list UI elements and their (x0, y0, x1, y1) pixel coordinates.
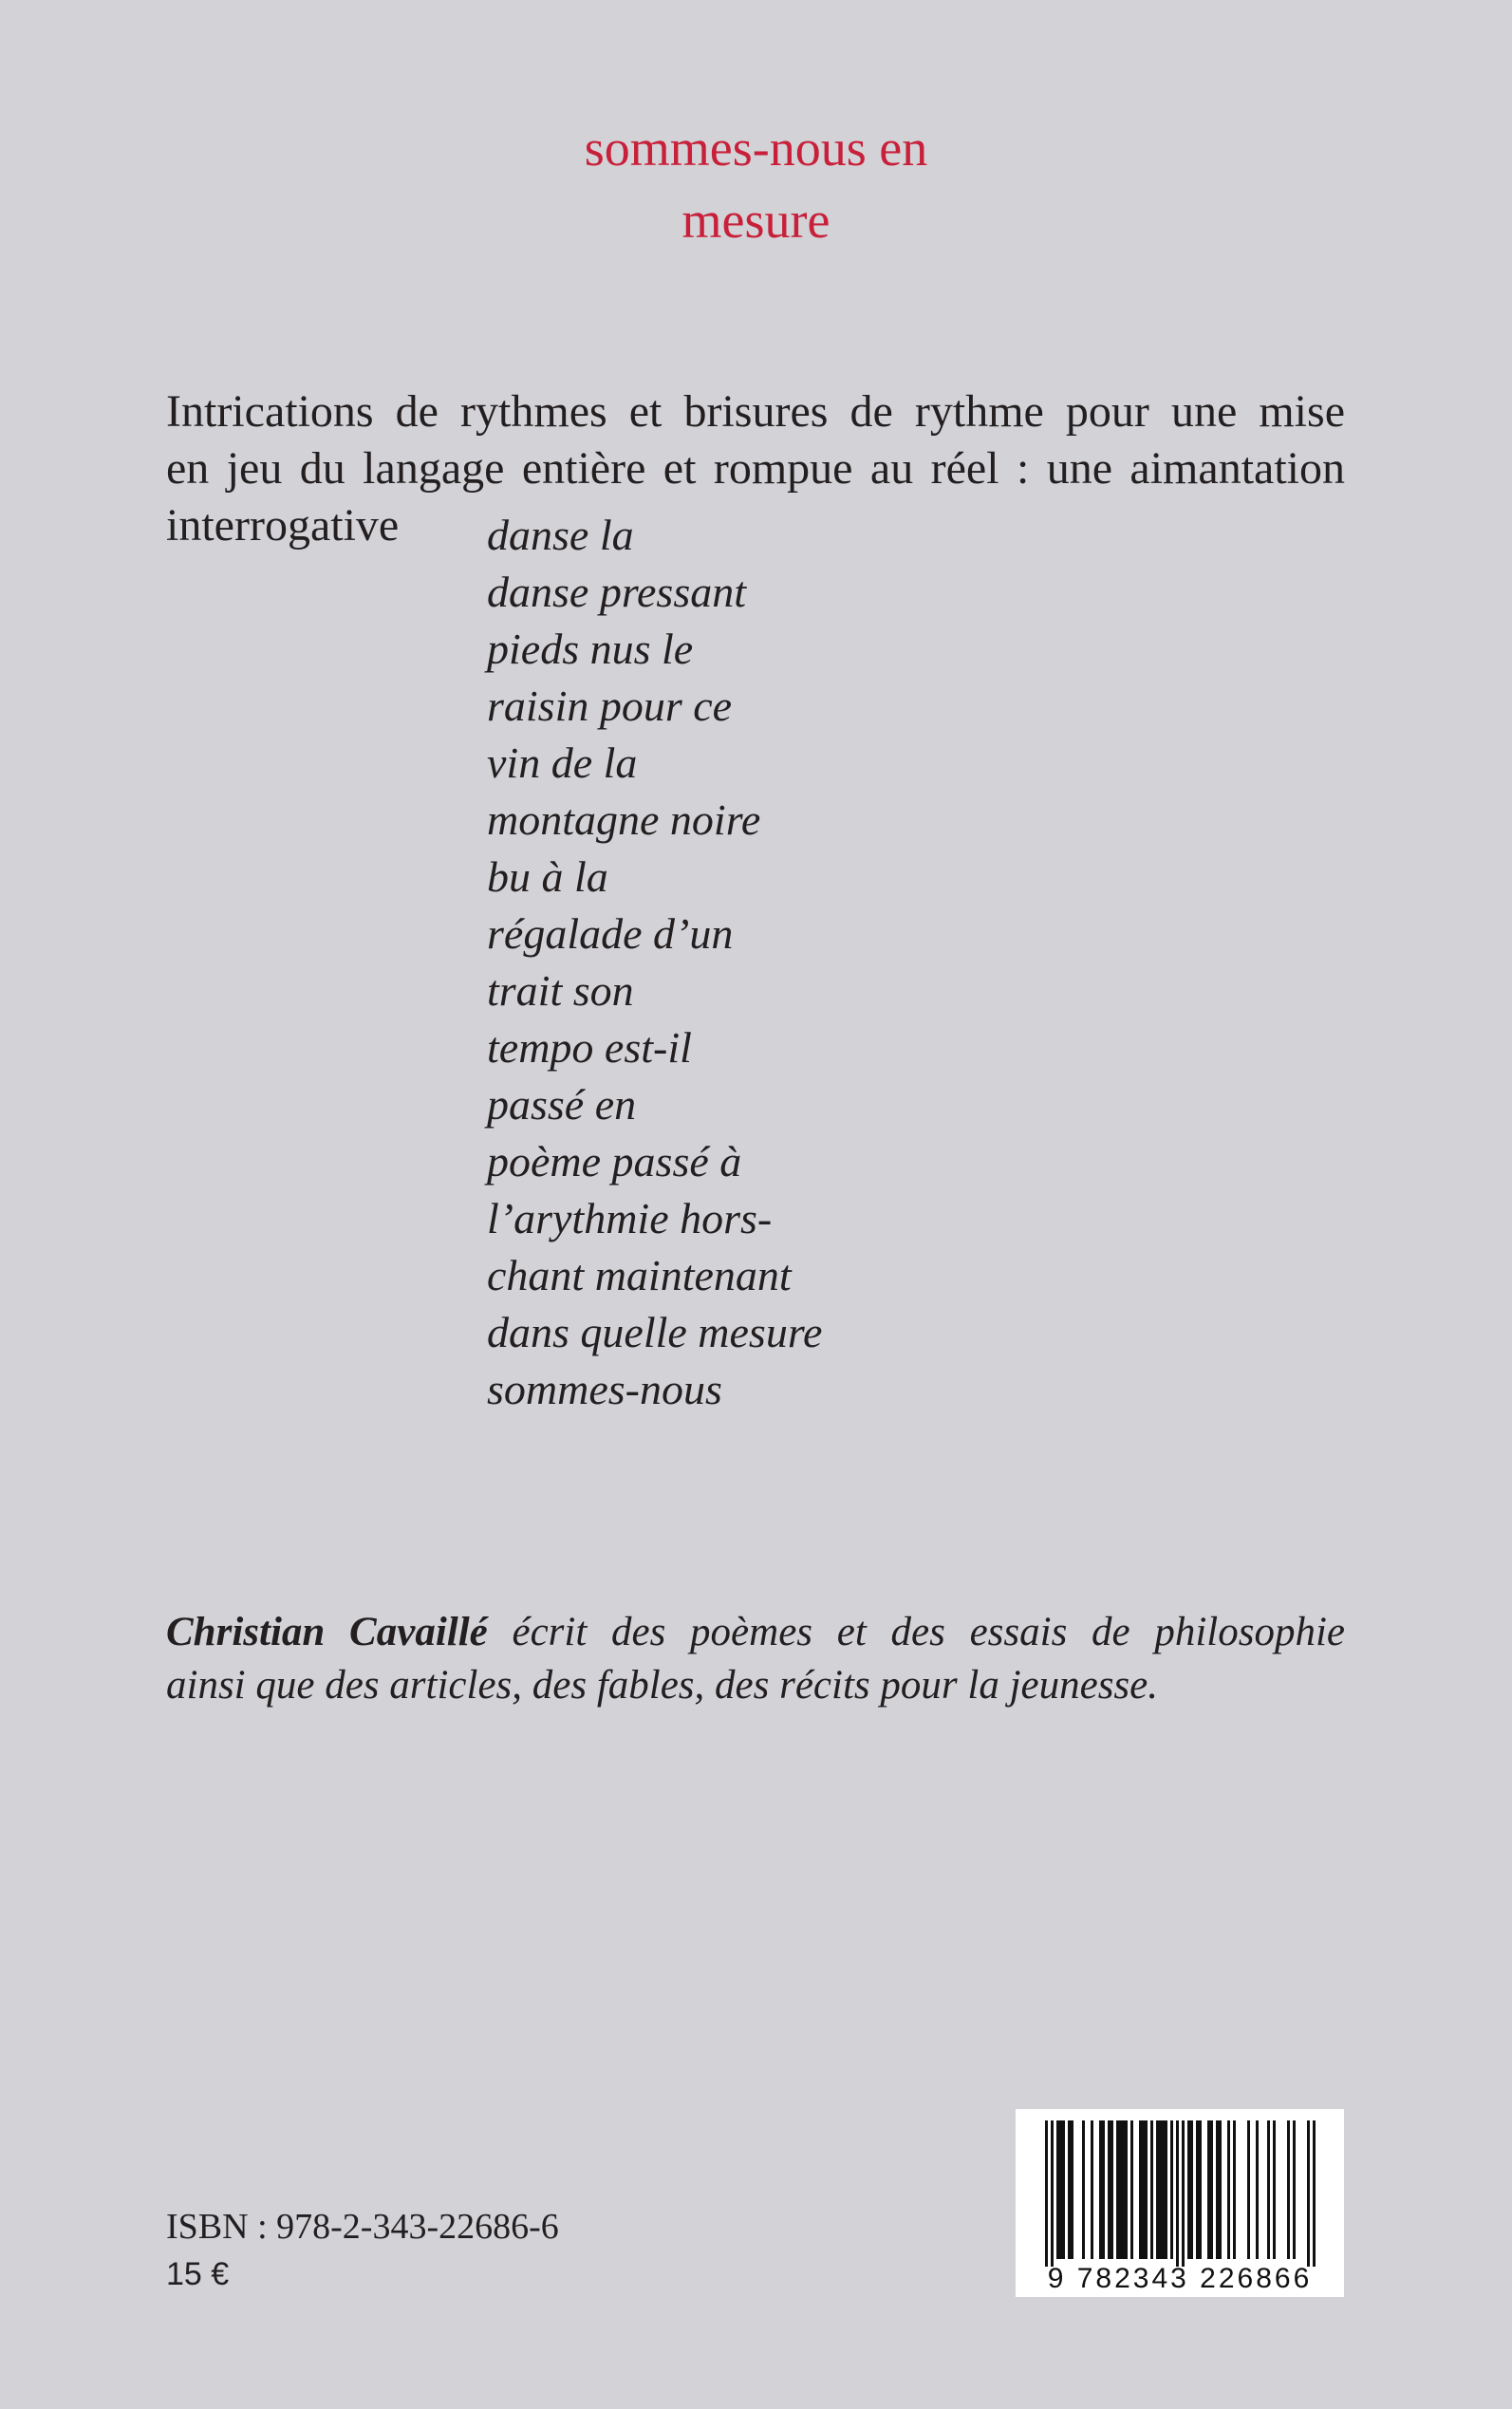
barcode-bar (1219, 2120, 1222, 2259)
title-line-2: mesure (681, 192, 831, 249)
barcode-bar (1051, 2120, 1054, 2267)
poem-line: danse la (487, 511, 634, 559)
barcode-bar (1156, 2120, 1159, 2259)
barcode-bar (1196, 2120, 1199, 2259)
barcode-bar (1176, 2120, 1179, 2267)
poem-line: passé en (487, 1080, 637, 1129)
intro-line-2: en jeu du langage entière et rompue au réel : une aimantation (166, 443, 1345, 494)
barcode-bar (1210, 2120, 1213, 2259)
barcode-bar (1071, 2120, 1073, 2259)
barcode-bar (1122, 2120, 1125, 2259)
poem-line: chant maintenant (487, 1251, 792, 1299)
title-line-1: sommes-nous en (584, 120, 928, 177)
barcode (1016, 2109, 1344, 2297)
intro-line-3: interrogative (166, 500, 400, 551)
barcode-bar (1313, 2120, 1316, 2267)
barcode-bar (1045, 2120, 1048, 2267)
barcode-bar (1145, 2120, 1148, 2259)
barcode-bar (1068, 2120, 1071, 2259)
barcode-bar (1287, 2120, 1290, 2259)
barcode-bar (1099, 2120, 1102, 2259)
barcode-bar (1170, 2120, 1173, 2259)
barcode-bar (1199, 2120, 1202, 2259)
barcode-bar (1125, 2120, 1128, 2259)
poem-line: montagne noire (487, 795, 761, 844)
barcode-bar (1247, 2120, 1250, 2259)
barcode-bar (1119, 2120, 1122, 2259)
barcode-bar (1091, 2120, 1093, 2259)
poem-line: pieds nus le (487, 625, 694, 673)
barcode-bar (1187, 2120, 1190, 2259)
barcode-bar (1307, 2120, 1310, 2267)
barcode-bar (1162, 2120, 1165, 2259)
barcode-bar (1111, 2120, 1113, 2259)
barcode-bar (1116, 2120, 1119, 2259)
poem-line: sommes-nous (487, 1365, 722, 1413)
poem-line: dans quelle mesure (487, 1308, 823, 1356)
intro-line-1: Intrications de rythmes et brisures de rythme pour une mise (166, 386, 1345, 437)
barcode-bar (1142, 2120, 1145, 2259)
barcode-bar (1267, 2120, 1270, 2259)
poem-line: raisin pour ce (487, 682, 733, 730)
barcode-digits: 9 782343 226866 (1047, 2263, 1313, 2294)
barcode-bar (1108, 2120, 1111, 2259)
barcode-bar (1233, 2120, 1236, 2259)
poem-excerpt (487, 507, 822, 1418)
barcode-bar (1102, 2120, 1105, 2259)
barcode-bar (1165, 2120, 1167, 2259)
barcode-bar (1150, 2120, 1153, 2259)
author-name: Christian Cavaillé (166, 1610, 488, 1654)
barcode-bar (1207, 2120, 1210, 2259)
poem-line: bu à la (487, 852, 608, 901)
poem-line: régalade d’un (487, 909, 734, 958)
barcode-bar (1062, 2120, 1065, 2259)
barcode-bar (1256, 2120, 1259, 2259)
isbn-number: ISBN : 978-2-343-22686-6 (166, 2207, 559, 2247)
poem-line: tempo est-il (487, 1023, 692, 1072)
poem-line: trait son (487, 966, 634, 1015)
barcode-bar (1227, 2120, 1230, 2259)
barcode-bar (1139, 2120, 1142, 2259)
barcode-bar (1293, 2120, 1296, 2259)
bio-line-1 (166, 1606, 1345, 1659)
bio-line-1-text: écrit des poèmes et des essais de philosophie (487, 1610, 1346, 1654)
barcode-bar (1059, 2120, 1062, 2259)
barcode-bar (1216, 2120, 1219, 2259)
price-label: 15 € (166, 2256, 230, 2292)
poem-line: l’arythmie hors- (487, 1194, 773, 1242)
book-title (0, 112, 1512, 256)
barcode-bar (1182, 2120, 1185, 2267)
author-bio (166, 1606, 1345, 1712)
barcode-bar (1159, 2120, 1162, 2259)
poem-line: vin de la (487, 738, 638, 787)
poem-line: danse pressant (487, 568, 747, 616)
barcode-bar (1130, 2120, 1133, 2259)
barcode-bar (1082, 2120, 1085, 2259)
bio-line-2: ainsi que des articles, des fables, des récits pour la jeunesse. (166, 1663, 1158, 1708)
poem-line: poème passé à (487, 1137, 742, 1186)
barcode-bar (1056, 2120, 1059, 2259)
barcode-bar (1273, 2120, 1276, 2259)
barcode-bar (1190, 2120, 1193, 2259)
